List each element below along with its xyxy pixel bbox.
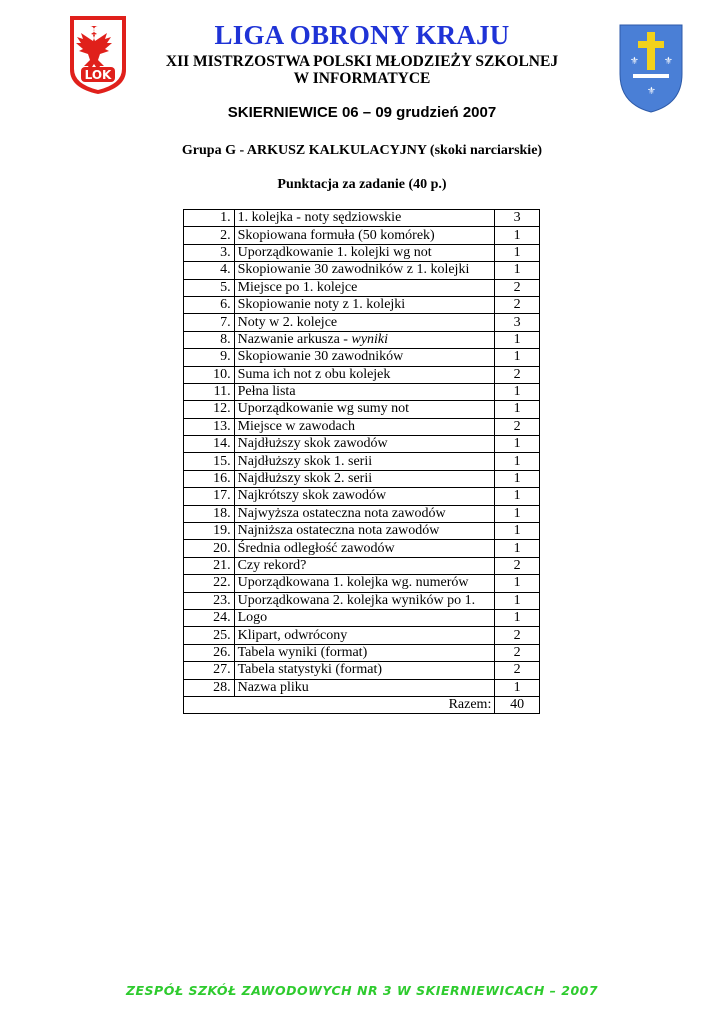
row-points: 1 bbox=[495, 488, 540, 505]
group-title: Grupa G - ARKUSZ KALKULACYJNY (skoki narciarskie) bbox=[181, 143, 543, 158]
row-points: 1 bbox=[495, 227, 540, 244]
row-description: Najdłuższy skok zawodów bbox=[234, 436, 495, 453]
row-description: Uporządkowana 2. kolejka wyników po 1. bbox=[234, 592, 495, 609]
row-points: 1 bbox=[495, 609, 540, 626]
row-description: Noty w 2. kolejce bbox=[234, 314, 495, 331]
row-number: 16. bbox=[184, 470, 235, 487]
row-description: Tabela statystyki (format) bbox=[234, 662, 495, 679]
scoring-table bbox=[183, 209, 540, 714]
row-number: 24. bbox=[184, 609, 235, 626]
row-number: 28. bbox=[184, 679, 235, 696]
row-number: 17. bbox=[184, 488, 235, 505]
row-number: 2. bbox=[184, 227, 235, 244]
table-row bbox=[184, 262, 540, 279]
table-row bbox=[184, 609, 540, 626]
row-description-italic: wyniki bbox=[351, 331, 389, 347]
row-description: Najwyższa ostateczna nota zawodów bbox=[234, 505, 495, 522]
table-row bbox=[184, 331, 540, 348]
row-number: 27. bbox=[184, 662, 235, 679]
row-number: 25. bbox=[184, 627, 235, 644]
row-points: 1 bbox=[495, 262, 540, 279]
row-description: Uporządkowanie 1. kolejki wg not bbox=[234, 244, 495, 261]
row-points: 1 bbox=[495, 436, 540, 453]
row-points: 2 bbox=[495, 418, 540, 435]
row-points: 1 bbox=[495, 453, 540, 470]
row-description: Średnia odległość zawodów bbox=[234, 540, 495, 557]
points-title: Punktacja za zadanie (40 p.) bbox=[277, 177, 447, 192]
subtitle-line-2: W INFORMATYCE bbox=[293, 70, 431, 87]
table-row bbox=[184, 488, 540, 505]
row-points: 2 bbox=[495, 627, 540, 644]
row-points: 1 bbox=[495, 349, 540, 366]
subtitle-line-1: XII MISTRZOSTWA POLSKI MŁODZIEŻY SZKOLNEJ bbox=[165, 53, 559, 70]
row-number: 8. bbox=[184, 331, 235, 348]
row-points: 1 bbox=[495, 679, 540, 696]
row-points: 2 bbox=[495, 662, 540, 679]
row-description-text: Nazwanie arkusza - bbox=[237, 331, 352, 347]
svg-text:⚜: ⚜ bbox=[664, 56, 673, 67]
row-description: Tabela wyniki (format) bbox=[234, 644, 495, 661]
row-number: 9. bbox=[184, 349, 235, 366]
table-row bbox=[184, 592, 540, 609]
row-points: 1 bbox=[495, 331, 540, 348]
table-row bbox=[184, 557, 540, 574]
row-points: 1 bbox=[495, 401, 540, 418]
row-number: 1. bbox=[184, 210, 235, 227]
table-row bbox=[184, 244, 540, 261]
svg-text:⚜: ⚜ bbox=[647, 86, 656, 97]
table-row bbox=[184, 418, 540, 435]
table-row bbox=[184, 662, 540, 679]
row-points: 1 bbox=[495, 592, 540, 609]
row-number: 15. bbox=[184, 453, 235, 470]
row-description: Klipart, odwrócony bbox=[234, 627, 495, 644]
lok-logo-text: LOK bbox=[84, 68, 112, 82]
table-row bbox=[184, 627, 540, 644]
total-row bbox=[184, 696, 540, 713]
table-row bbox=[184, 436, 540, 453]
row-description: Miejsce w zawodach bbox=[234, 418, 495, 435]
row-points: 1 bbox=[495, 470, 540, 487]
row-description: Najniższa ostateczna nota zawodów bbox=[234, 523, 495, 540]
row-description: 1. kolejka - noty sędziowskie bbox=[234, 210, 495, 227]
row-number: 20. bbox=[184, 540, 235, 557]
row-description: Czy rekord? bbox=[234, 557, 495, 574]
row-number: 23. bbox=[184, 592, 235, 609]
row-description: Suma ich not z obu kolejek bbox=[234, 366, 495, 383]
row-points: 3 bbox=[495, 210, 540, 227]
row-number: 13. bbox=[184, 418, 235, 435]
row-points: 2 bbox=[495, 279, 540, 296]
row-description: Najdłuższy skok 1. serii bbox=[234, 453, 495, 470]
row-points: 1 bbox=[495, 383, 540, 400]
table-row bbox=[184, 366, 540, 383]
row-description: Skopiowanie noty z 1. kolejki bbox=[234, 296, 495, 313]
row-number: 10. bbox=[184, 366, 235, 383]
row-number: 26. bbox=[184, 644, 235, 661]
table-row bbox=[184, 644, 540, 661]
table-row bbox=[184, 401, 540, 418]
row-number: 11. bbox=[184, 383, 235, 400]
row-description: Pełna lista bbox=[234, 383, 495, 400]
page-title: LIGA OBRONY KRAJU bbox=[214, 20, 510, 50]
row-number: 19. bbox=[184, 523, 235, 540]
row-points: 3 bbox=[495, 314, 540, 331]
row-description: Skopiowana formuła (50 komórek) bbox=[234, 227, 495, 244]
table-row bbox=[184, 279, 540, 296]
event-location-date: SKIERNIEWICE 06 – 09 grudzień 2007 bbox=[227, 104, 497, 121]
table-row bbox=[184, 314, 540, 331]
row-points: 1 bbox=[495, 505, 540, 522]
school-footer: ZESPÓŁ SZKÓŁ ZAWODOWYCH NR 3 W SKIERNIEWICACH – 2007 bbox=[125, 983, 599, 998]
row-description: Miejsce po 1. kolejce bbox=[234, 279, 495, 296]
total-value: 40 bbox=[495, 696, 540, 713]
table-row bbox=[184, 575, 540, 592]
row-description: Skopiowanie 30 zawodników bbox=[234, 349, 495, 366]
svg-text:⚜: ⚜ bbox=[630, 56, 639, 67]
row-points: 2 bbox=[495, 557, 540, 574]
row-number: 14. bbox=[184, 436, 235, 453]
row-number: 3. bbox=[184, 244, 235, 261]
row-number: 6. bbox=[184, 296, 235, 313]
row-description: Najkrótszy skok zawodów bbox=[234, 488, 495, 505]
row-points: 1 bbox=[495, 540, 540, 557]
table-row bbox=[184, 523, 540, 540]
table-row bbox=[184, 470, 540, 487]
table-row bbox=[184, 540, 540, 557]
row-number: 22. bbox=[184, 575, 235, 592]
row-description: Najdłuższy skok 2. serii bbox=[234, 470, 495, 487]
row-description: Logo bbox=[234, 609, 495, 626]
table-row bbox=[184, 227, 540, 244]
row-points: 1 bbox=[495, 244, 540, 261]
row-number: 7. bbox=[184, 314, 235, 331]
table-row bbox=[184, 505, 540, 522]
table-row bbox=[184, 679, 540, 696]
row-number: 5. bbox=[184, 279, 235, 296]
row-points: 1 bbox=[495, 575, 540, 592]
row-points: 2 bbox=[495, 296, 540, 313]
row-points: 2 bbox=[495, 366, 540, 383]
table-row bbox=[184, 349, 540, 366]
row-description bbox=[234, 331, 495, 348]
row-description: Uporządkowanie wg sumy not bbox=[234, 401, 495, 418]
row-description: Skopiowanie 30 zawodników z 1. kolejki bbox=[234, 262, 495, 279]
row-number: 4. bbox=[184, 262, 235, 279]
row-points: 1 bbox=[495, 523, 540, 540]
row-description: Nazwa pliku bbox=[234, 679, 495, 696]
table-row bbox=[184, 210, 540, 227]
table-row bbox=[184, 296, 540, 313]
row-number: 12. bbox=[184, 401, 235, 418]
total-label: Razem: bbox=[184, 696, 495, 713]
table-row bbox=[184, 383, 540, 400]
row-number: 18. bbox=[184, 505, 235, 522]
table-row bbox=[184, 453, 540, 470]
row-number: 21. bbox=[184, 557, 235, 574]
row-description: Uporządkowana 1. kolejka wg. numerów bbox=[234, 575, 495, 592]
row-points: 2 bbox=[495, 644, 540, 661]
